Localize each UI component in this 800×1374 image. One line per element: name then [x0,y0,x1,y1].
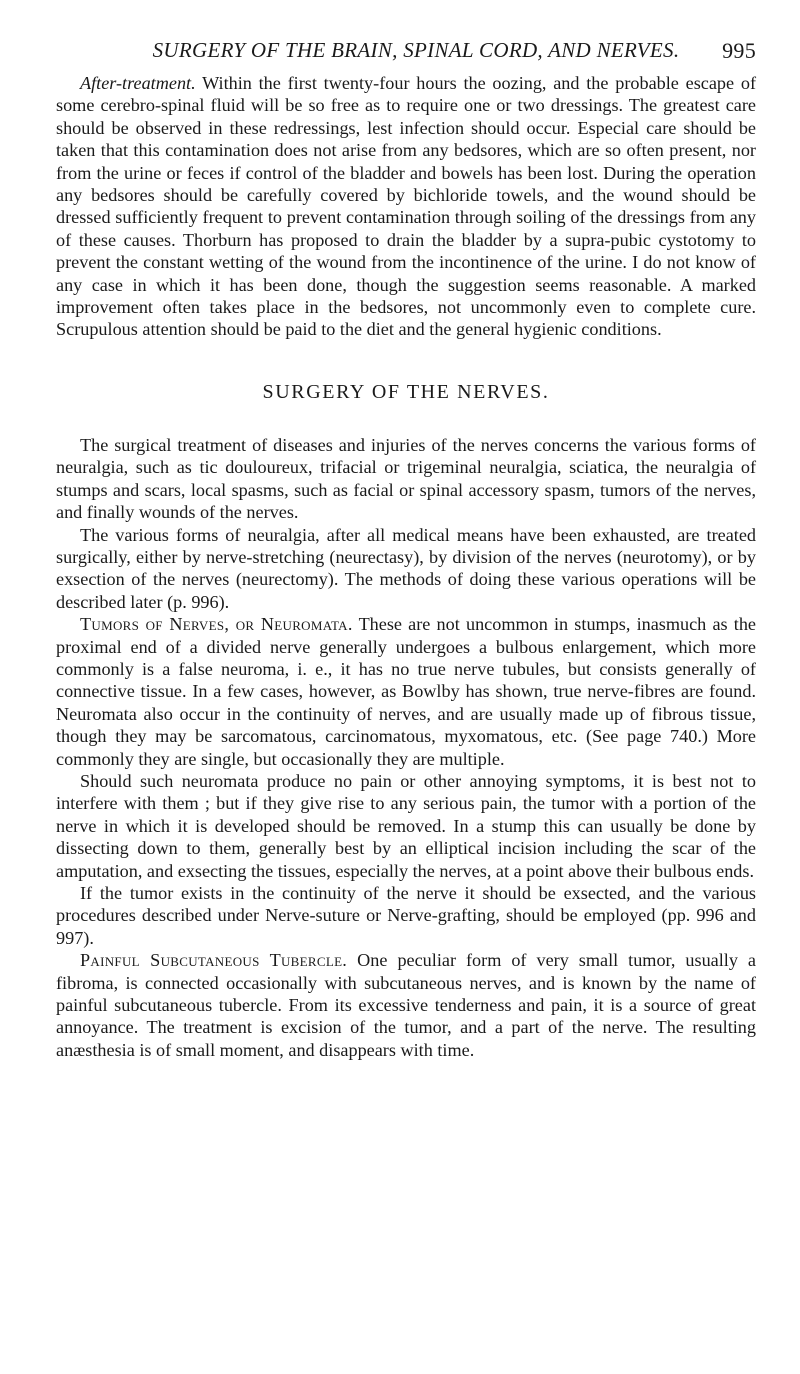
paragraph-tubercle [56,949,756,1061]
paragraph-body: These are not uncommon in stumps, inasmuch as the proximal end of a divided nerve generally undergoes a bulbous enlargement, which more commonly is a false neuroma, i. e., it has no true nerve tubules, but consists generally of connective tissue. In a few cases, however, as Bowlby has shown, true nerve-fibres are found. Neuromata also occur in the continuity of nerves, and are usually made up of fibrous tissue, though they may be sarcomatous, carcinomatous, myxomatous, etc. (See page 740.) More commonly they are single, but occasionally they are multiple. [56,614,757,769]
section-heading: SURGERY OF THE NERVES. [262,380,550,403]
paragraph-after-treatment [56,72,756,341]
paragraph-continuity: If the tumor exists in the continuity of the nerve it should be exsected, and the various procedures described under Nerve-suture or Nerve-grafting, should be employed (pp. 996 and 997). [56,883,756,948]
paragraph-lead-tubercle: Painful Subcutaneous Tubercle. [80,950,348,971]
paragraph-tumors [56,613,756,770]
paragraph-neuralgia: The various forms of neuralgia, after all medical means have been exhausted, are treated surgically, either by nerve-stretching (neurectasy), by division of the nerves (neurotomy), or by exsection of the nerves (neurectomy). The methods of doing these various operations will be described later (p. 996). [56,524,756,612]
page-number: 995 [722,38,756,63]
paragraph-intro: The surgical treatment of diseases and injuries of the nerves concerns the various forms of neuralgia, such as tic douloureux, trifacial or trigeminal neuralgia, sciatica, the neuralgia of stumps and scars, local spasms, such as facial or spinal accessory spasm, tumors of the nerves, and finally wounds of the nerves. [56,434,756,523]
paragraph-body: Within the first twenty-four hours the oozing, and the probable escape of some cerebro-spinal fluid will be so free as to require one or two dressings. The greatest care should be observed in these redressings, lest infection should occur. Especial care should be taken that this contamination does not arise from any bedsores, which are so often present, nor from the urine or feces if control of the bladder and bowels has been lost. During the operation any bedsores should be carefully covered by bichloride towels, and the wound should be dressed sufficiently frequent to prevent contamination through soiling of the dressings from any of these causes. Thorburn has proposed to drain the bladder by a supra-pubic cystotomy to prevent the constant wetting of the wound from the incontinence of the urine. I do not know of any case in which it has been done, though the suggestion seems reasonable. A marked improvement often takes place in the bedsores, not uncommonly even to complete cure. Scrupulous attention should be paid to the diet and the general hygienic conditions. [56,73,756,340]
paragraph-painless-neuromata: Should such neuromata produce no pain or other annoying symptoms, it is best not to interfere with them ; but if they give rise to any serious pain, the tumor with a portion of the nerve in which it is developed should be removed. In a stump this can usually be done by dissecting down to them, generally best by an elliptical incision including the scar of the amputation, and exsecting the tissues, especially the nerves, at a point above their bulbous ends. [56,770,756,881]
running-title: SURGERY OF THE BRAIN, SPINAL CORD, AND NERVES. [152,38,680,62]
paragraph-lead-after-treatment: After-treatment. [80,73,196,93]
book-page [56,38,756,1061]
paragraph-lead-tumors: Tumors of Nerves, or Neuromata. [80,614,353,635]
paragraph-body: One peculiar form of very small tumor, usually a fibroma, is connected occasionally with subcutaneous nerves, and is known by the name of painful subcutaneous tubercle. From its excessive tenderness and pain, it is a source of great annoyance. The treatment is excision of the tumor, and a part of the nerve. The resulting anæsthesia is of small moment, and disappears with time. [56,950,757,1060]
running-header [56,38,756,72]
